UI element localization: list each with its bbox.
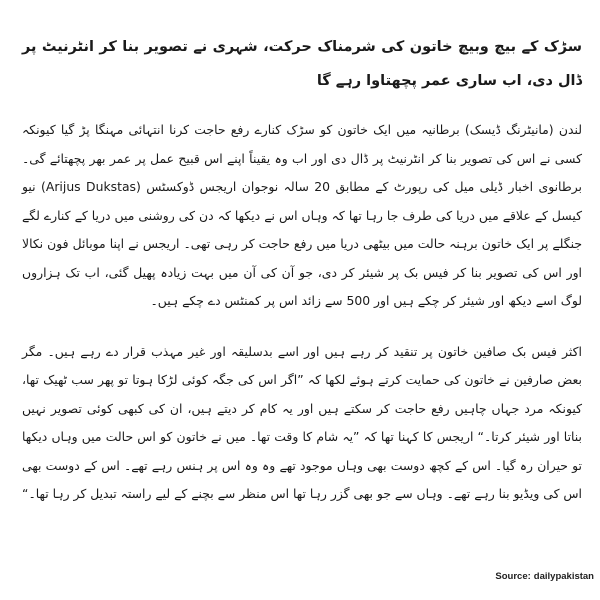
source-credit <box>495 571 594 582</box>
source-label: Source: <box>495 571 531 582</box>
article-paragraph-2: اکثر فیس بک صافین خاتون پر تنقید کر رہے ہیں اور اسے بدسلیقہ اور غیر مہذب قرار دے رہے ہیں۔ مگر بعض صارفین نے خاتون کی حمایت کرتے ہوئے لکھا کہ ”اگر اس کی جگہ کوئی لڑکا ہوتا تو پھر سب ٹھیک تھا، کیونکہ مرد جہاں چاہیں رفع حاجت کر سکتے ہیں اور یہ کام کر دیتے ہیں، ان کی کبھی کوئی تصویر نہیں بناتا اور شیئر کرتا۔“ اریجس کا کہنا تھا کہ ”یہ شام کا وقت تھا۔ میں نے خاتون کو اس حالت میں وہاں دیکھا تو حیران رہ گیا۔ اس کے کچھ دوست بھی وہاں موجود تھے وہ وہ اس پر ہنس رہے تھے۔ اس کے دوست بھی اس کی ویڈیو بنا رہے تھے۔ وہاں سے جو بھی گزر رہا تھا اس منظر سے بچنے کے لیے راستہ تبدیل کر رہا تھا۔“ <box>22 343 582 501</box>
article-headline: سڑک کے بیچ وبیچ خاتون کی شرمناک حرکت، شہری نے تصویر بنا کر انٹرنیٹ پر ڈال دی، اب ساری عمر پچھتاوا رہے گا <box>22 39 582 89</box>
source-value: dailypakistan <box>533 571 594 582</box>
article-paragraph-1: لندن (مانیٹرنگ ڈیسک) برطانیہ میں ایک خاتون کو سڑک کنارے رفع حاجت کرنا انتہائی مہنگا پڑ گیا کیونکہ کسی نے اس کی تصویر بنا کر انٹرنیٹ پر ڈال دی اور اب وہ یقیناً اپنے اس قبیح عمل پر عمر بھر پچھتائے گی۔ برطانوی اخبار ڈیلی میل کی رپورٹ کے مطابق 20 سالہ نوجوان اریجس ڈوکسٹس (Arijus Dukstas) نیو کیسل کے علاقے میں دریا کی طرف جا رہا تھا کہ وہاں اس نے دیکھا کہ دن کی روشنی میں دریا کے کنارے لگے جنگلے پر ایک خاتون برہنہ حالت میں بیٹھی دریا میں رفع حاجت کر رہی تھی۔ اریجس نے اپنا موبائل فون نکالا اور اس کی تصویر بنا کر فیس بک پر شیئر کر دی، جو آن کی آن میں بہت زیادہ پھیل گئی، اب تک ہزاروں لوگ اسے دیکھ اور شیئر کر چکے ہیں اور 500 سے زائد اس پر کمنٹس دے چکے ہیں۔ <box>22 122 582 308</box>
